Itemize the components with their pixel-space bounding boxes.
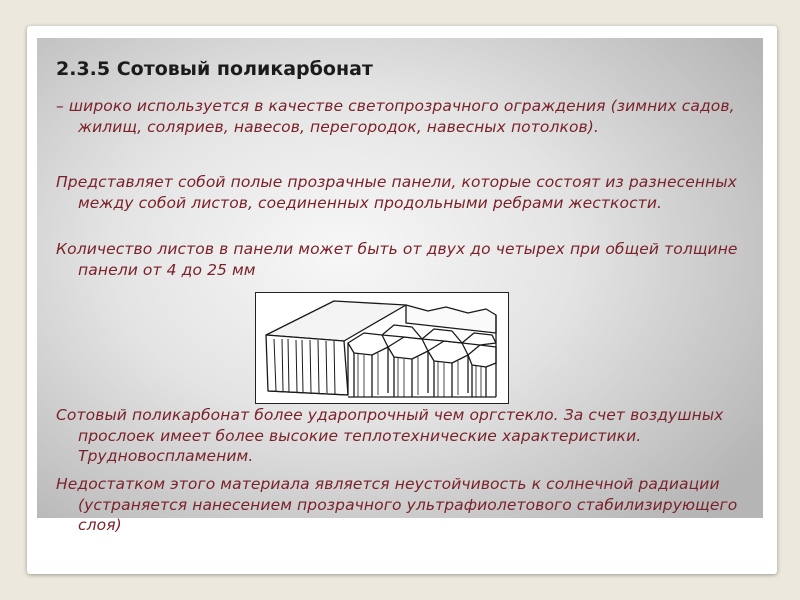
paragraph-properties: Сотовый поликарбонат более ударопрочный чем оргстекло. За счет воздушных прослоек имеет более высокие теплотехнические характеристики. Трудновоспламеним. xyxy=(56,406,724,465)
paragraph-usage: – широко используется в качестве светопрозрачного ограждения (зимних садов, жилищ, соляриев, навесов, перегородок, навесных потолков). xyxy=(56,97,735,136)
slide-title: 2.3.5 Сотовый поликарбонат xyxy=(56,58,373,80)
paragraph-drawback: Недостатком этого материала является неустойчивость к солнечной радиации (устраняется нанесением прозрачного ультрафиолетового стабилизирующего слоя) xyxy=(56,475,738,534)
honeycomb-panel-drawing xyxy=(256,293,508,403)
paragraph-sheet-count: Количество листов в панели может быть от двух до четырех при общей толщине панели от 4 до 25 мм xyxy=(56,240,738,279)
honeycomb-panel-illustration xyxy=(255,292,509,404)
paragraph-structure: Представляет собой полые прозрачные панели, которые состоят из разнесенных между собой листов, соединенных продольными ребрами жесткости. xyxy=(56,173,737,212)
